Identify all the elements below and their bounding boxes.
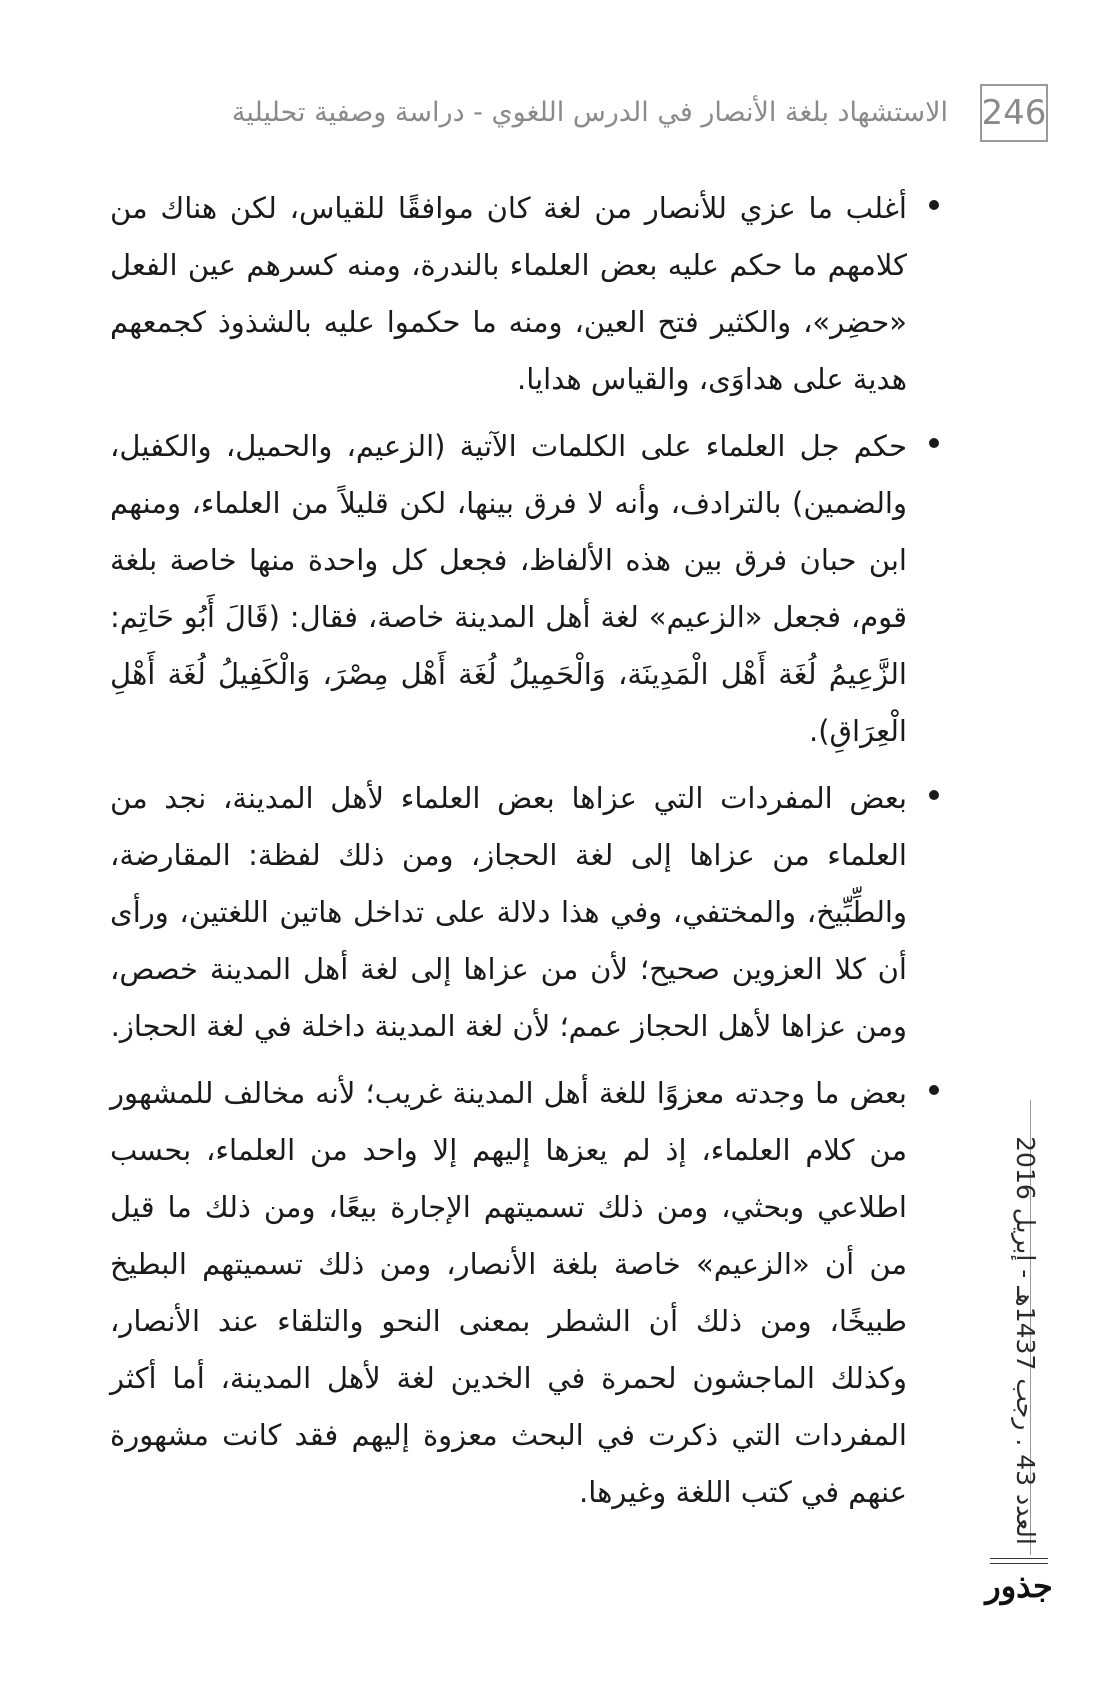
journal-logo: جذور — [985, 1567, 1053, 1605]
page-number: 246 — [980, 84, 1048, 142]
bullet-item-3 — [110, 770, 945, 1055]
running-header-title: الاستشهاد بلغة الأنصار في الدرس اللغوي - دراسة وصفية تحليلية — [231, 97, 948, 128]
bullet-text-4: بعض ما وجدته معزوًا للغة أهل المدينة غريب؛ لأنه مخالف للمشهور من كلام العلماء، إذ لم يعزها إليهم إلا واحد من العلماء، بحسب اطلاعي وبحثي، ومن ذلك تسميتهم الإجارة بيعًا، ومن ذلك ما قيل من أن «الزعيم» خاصة بلغة الأنصار، ومن ذلك تسميتهم البطيخ طبيخًا، ومن ذلك أن الشطر بمعنى النحو والتلقاء عند الأنصار، وكذلك الماجشون لحمرة في الخدين لغة لأهل المدينة، أما أكثر المفردات التي ذكرت في البحث معزوة إليهم فقد كانت مشهورة عنهم في كتب اللغة وغيرها. — [110, 1076, 907, 1509]
sidebar-issue-info — [1005, 1120, 1045, 1560]
bullet-icon — [929, 790, 939, 800]
bullet-text-3: بعض المفردات التي عزاها بعض العلماء لأهل المدينة، نجد من العلماء من عزاها إلى لغة الحجاز، ومن ذلك لفظة: المقارضة، والطِّبِّيخ، والمختفي، وفي هذا دلالة على تداخل هاتين اللغتين، ورأى أن كلا العزوين صحيح؛ لأن من عزاها إلى لغة أهل المدينة خصص، ومن عزاها لأهل الحجاز عمم؛ لأن لغة المدينة داخلة في لغة الحجاز. — [110, 781, 907, 1043]
bullet-item-1 — [110, 180, 945, 408]
bullet-icon — [929, 438, 939, 448]
bullet-item-2 — [110, 418, 945, 760]
bullet-item-4 — [110, 1065, 945, 1521]
bullet-text-1: أغلب ما عزي للأنصار من لغة كان موافقًا للقياس، لكن هناك من كلامهم ما حكم عليه بعض العلماء بالندرة، ومنه كسرهم عين الفعل «حضِر»، والكثير فتح العين، ومنه ما حكموا عليه بالشذوذ كجمعهم هدية على هداوَى، والقياس هدايا. — [110, 191, 907, 396]
bullet-text-2: حكم جل العلماء على الكلمات الآتية (الزعيم، والحميل، والكفيل، والضمين) بالترادف، وأنه لا فرق بينها، لكن قليلاً من العلماء، ومنهم ابن حبان فرق بين هذه الألفاظ، فجعل كل واحدة منها خاصة بلغة قوم، فجعل «الزعيم» لغة أهل المدينة خاصة، فقال: (قَالَ أَبُو حَاتِم: الزَّعِيمُ لُغَة أَهْل الْمَدِينَة، وَالْحَمِيلُ لُغَة أَهْل مِصْرَ، وَالْكَفِيلُ لُغَة أَهْلِ الْعِرَاقِ). — [110, 429, 907, 748]
sidebar-rule — [990, 1558, 1048, 1564]
bullet-icon — [929, 1085, 939, 1095]
bullet-icon — [929, 200, 939, 210]
article-body — [110, 180, 945, 1531]
issue-info-text: العدد 43 . رجب 1437هـ - إبريل 2016 — [1010, 1135, 1040, 1545]
